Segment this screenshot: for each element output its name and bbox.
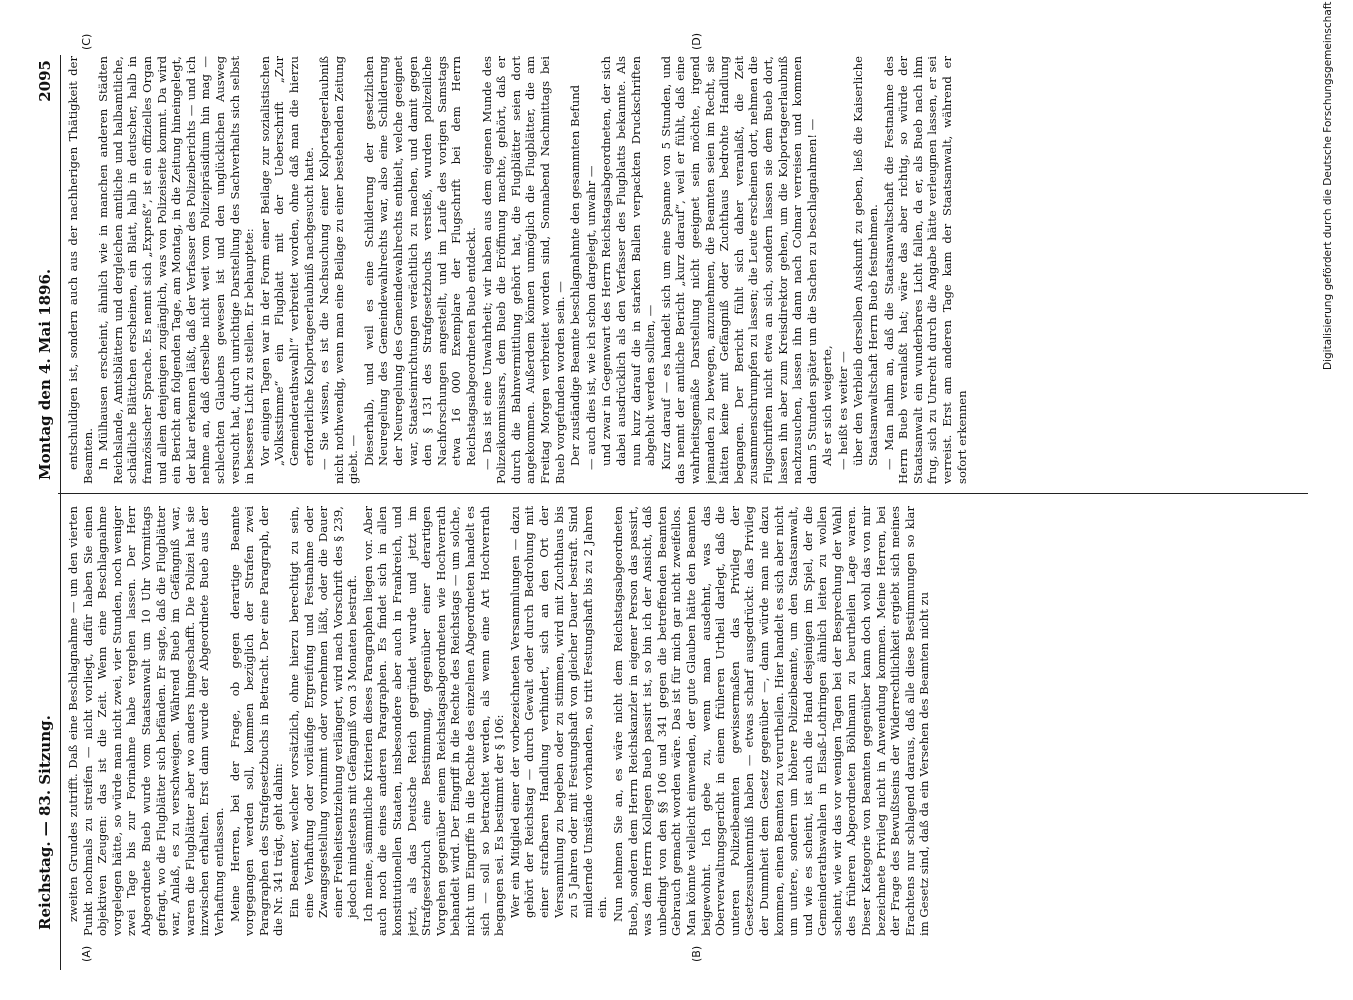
page-number: 2095 — [36, 60, 54, 102]
quoted-paragraph: Ein Beamter, welcher vorsätzlich, ohne hierzu berechtigt zu sein, eine Verhaftung oder vorläufige Ergreifung und Festnahme oder Zwangsgestellung vornimmt oder vornehmen läßt, oder die Dauer einer Freiheitsentziehung verlängert, wird nach Vorschrift des § 239, jedoch mindestens mit Gefängniß von 3 Monaten bestraft. — [286, 506, 360, 918]
paragraph: entschuldigen ist, sondern auch aus der nachherigen Thätigkeit der Beamten. — [66, 56, 95, 484]
quoted-paragraph: Als er sich weigerte, — [820, 345, 835, 466]
digitization-footer — [1322, 0, 1334, 370]
margin-mark-a: (A) — [80, 945, 93, 962]
paragraph: In Mülhausen erscheint, ähnlich wie in manchen anderen Städten Reichslande, Amtsblättern und dergleichen amtliche und halbamtliche, schädliche Blättchen erscheinen, ein Blatt, halb in deutscher, halb in französischer Sprache. Es nennt sich „Expreß“, ist ein offizielles Organ und allem denjenigen zugänglich, was von Polizeiseite kommt. Da wird ein Bericht am folgenden Tage, am Montag, in die Zeitung hineingelegt, der klar erkennen läßt, daß der Verfasser des Polizeiberichts — und ich nehme an, daß derselbe nicht weit vom Polizeipräsidium hin mag — schlechten Glaubens gewesen ist und den unglücklichen Ausweg versucht hat, durch unrichtige Darstellung des Sachverhalts sich selbst in besseres Licht zu stellen. Er behauptete: — [96, 56, 257, 484]
quoted-paragraph: Dieserhalb, und weil es eine Schilderung der gesetzlichen Neuregelung des Gemeindewahlrechts war, also eine Schilderung der Neuregelung des Gemeindewahlrechts enthielt, welche geeignet war, Staatseinrichtungen verächtlich zu machen, und damit gegen den § 131 des Strafgesetzbuchs verstieß, wurden polizeiliche Nachforschungen angestellt, und im Laufe des vorigen Samstags etwa 16 000 Exemplare der Flugschrift bei dem Herrn Reichstagsabgeordneten Bueb entdeckt. — [361, 56, 479, 466]
header-date: Montag den 4. Mai 1896. — [36, 268, 54, 480]
quoted-paragraph: und zwar in Gegenwart des Herrn Reichstagsabgeordneten, der sich dabei ausdrücklich als den Verfasser des Flugblatts bekannte. Als nun kurz darauf die in starken Ballen verpackten Druckschriften abgeholt werden sollten, — — [599, 56, 658, 466]
footer-text: Digitalisierung gefördert durch die Deutsche Forschungsgemeinschaft — [1322, 1, 1334, 370]
left-column — [66, 506, 1306, 936]
header-rule — [60, 55, 61, 970]
paragraph: — auch dies ist, wie ich schon dargelegt, unwahr — — [583, 165, 598, 470]
quoted-paragraph: Wer ein Mitglied einer der vorbezeichneten Versammlungen — dazu gehört der Reichstag — durch Gewalt oder durch Bedrohung mit einer strafbaren Handlung verhindert, sich an den Ort der Versammlung zu begeben oder zu stimmen, wird mit Zuchthaus bis zu 5 Jahren oder mit Festungshaft von gleicher Dauer bestraft. Sind mildernde Umstände vorhanden, so tritt Festungshaft bis zu 2 Jahren ein. — [507, 506, 610, 918]
paragraph: Nun nehmen Sie an, es wäre nicht dem Reichstagsabgeordneten Bueb, sondern dem Herrn Reichskanzler in eigener Person das passirt, was dem Herrn Kollegen Bueb passirt ist, so bin ich der Ansicht, daß unbedingt von den §§ 106 und 341 gegen die betreffenden Beamten Gebrauch gemacht worden wäre. Das ist für mich gar nicht zweifellos. Man könnte vielleicht einwenden, der gute Glauben hätte den Beamten beigewohnt. Ich gebe zu, wenn man ausdehnt, was das Oberverwaltungsgericht in einem früheren Urtheil darlegt, daß die unteren Polizeibeamten gewissermaßen das Privileg der Gesetzesunkenntniß haben — etwas scharf ausgedrückt: das Privileg der Dummheit dem Gesetz gegenüber —, dann würde man nie dazu kommen, einen Beamten zu verurtheilen. Hier handelt es sich aber nicht um untere, sondern um höhere Polizeibeamte, um den Staatsanwalt, und wie es scheint, ist auch die Hand desjenigen im Spiel, der die Gemeinderathswahlen in Elsaß-Lothringen ähnlich leiten zu wollen scheint, wie wir das vor wenigen Tagen bei der Besprechung der Wahl des früheren Abgeordneten Böhlmann zu beurtheilen Lage waren. Dieser Kategorie von Beamten gegenüber kann doch wohl das von mir bezeichnete Privileg nicht in Anwendung kommen. Meine Herren, bei der Frage des Bewußtseins der Widerrechtlichkeit ergiebt sich meines Erachtens nur schlagend daraus, daß alle diese Bestimmungen so klar im Gesetz sind, daß da ein Versehen des Beamten nicht zu — [610, 506, 932, 936]
header-title: Reichstag. — 83. Sitzung. — [36, 715, 54, 930]
quoted-paragraph: Der zuständige Beamte beschlagnahmte den gesammten Befund — [568, 84, 583, 466]
right-column — [66, 56, 1306, 484]
margin-mark-c: (C) — [80, 33, 93, 50]
margin-mark-b: (B) — [690, 945, 703, 962]
paragraph: — Man nahm an, daß die Staatsanwaltschaft die Festnahme des Herrn Bueb veranlaßt hat; wäre das aber richtig, so würde der Staatsanwalt ein wunderbares Licht fallen, da er, als Bueb nach ihm frug, sich zu Unrecht durch die Angabe hätte verleugnen lassen, er sei verreist. Erst am anderen Tage kam der Staatsanwalt, während er sofort erkennen — [881, 56, 969, 484]
quoted-paragraph: über den Verbleib derselben Auskunft zu geben, ließ die Kaiserliche Staatsanwaltschaft Herrn Bueb festnehmen. — [851, 56, 881, 466]
paragraph: Kurz darauf — es handelt sich um eine Spanne von 5 Stunden, und das nennt der amtliche Bericht „kurz darauf“, weil er fühlt, daß eine wahrheitsgemäße Darstellung nicht geeignet sein möchte, irgend jemanden zu bewegen, anzunehmen, die Beamten seien im Recht, sie hätten keine mit Gefängniß oder Zuchthaus bedrohte Handlung begangen. Der Bericht fühlt sich daher veranlaßt, die Zeit zusammenschrumpfen zu lassen; die Leute erscheinen dort, nehmen die Flugschriften nicht etwa an sich, sondern lassen sie dem Bueb dort, lassen ihn aber zum Kreisdirektor gehen, um die Kolportageerlaubniß nachzusuchen, lassen ihn dann nach Colmar verreisen und kommen dann 5 Stunden später um die Sachen zu beschlagnahmen! — — [658, 56, 819, 484]
paragraph: Meine Herren, bei der Frage, ob gegen derartige Beamte vorgegangen werden soll, kommen bezüglich der Strafen zwei Paragraphen des Strafgesetzbuchs in Betracht. Der eine Paragraph, der die Nr. 341 trägt, geht dahin: — [227, 506, 286, 936]
column-divider — [58, 493, 1308, 494]
paragraph: — Das ist eine Unwahrheit; wir haben aus dem eigenen Munde des Polizeikommissars, dem Bueb die Eröffnung machte, gehört, daß er durch die Bahnvermittlung gehört hat, die Flugblätter seien dort angekommen. Außerdem können unmöglich die Flugblätter, die am Freitag Morgen verbreitet worden sind, Sonnabend Nachmittags bei Bueb vorgefunden worden sein. — — [479, 56, 567, 484]
paragraph: — Sie wissen, es ist die Nachsuchung einer Kolportageerlaubniß nicht nothwendig, wenn man eine Beilage zu einer bestehenden Zeitung giebt. — — [317, 56, 361, 484]
header-left — [36, 490, 54, 930]
paragraph: zweiten Grundes zutrifft. Daß eine Beschlagnahme — um den vierten Punkt nochmals zu streifen — nicht vorliegt, dafür haben Sie einen objektiven Zeugen: das ist die Zeit. Wenn eine Beschlagnahme vorgelegen hätte, so würde man nicht zwei, vier Stunden, noch weniger zwei Tage bis zur Forinahme habe vergehen lassen. Der Herr Abgeordnete Bueb wurde vom Staatsanwalt um 10 Uhr Vormittags gefragt, wo die Flugblätter sich befänden. Er sagte, daß die Flugblätter war, Anlaß, es zu verschweigen. Während Bueb im Gefängniß war, waren die Flugblätter aber wo anders hingeschafft. Die Polizei hat sie inzwischen erhalten. Erst dann wurde der Abgeordnete Bueb aus der Verhaftung entlassen. — [66, 506, 226, 936]
paragraph: Ich meine, sämmtliche Kriterien dieses Paragraphen liegen vor. Aber auch noch die eines anderen Paragraphen. Es findet sich in allen konstitutionellen Staaten, insbesondere aber auch in Frankreich, und jetzt, als das Deutsche Reich gegründet wurde und jetzt im Strafgesetzbuch eine Bestimmung, gegenüber einer derartigen Vorgehen gegenüber einem Reichstagsabgeordneten wie Hochverrath behandelt wird. Der Eingriff in die Rechte des Reichstags — um solche, nicht um Eingriffe in die Rechte des einzelnen Abgeordneten handelt es sich — soll so betrachtet werden, als wenn eine Art Hochverrath begangen sei. Es bestimmt der § 106: — [360, 506, 507, 936]
header-right — [36, 60, 54, 480]
quoted-paragraph: Vor einigen Tagen war in der Form einer Beilage zur sozialistischen „Volksstimme“ ein Flugblatt mit der Ueberschrift „Zur Gemeinderathswahl!“ verbreitet worden, ohne daß man die hierzu erforderliche Kolportageerlaubniß nachgesucht hatte. — [257, 56, 316, 466]
margin-mark-d: (D) — [690, 32, 703, 50]
paragraph: — heißt es weiter — — [835, 351, 850, 470]
